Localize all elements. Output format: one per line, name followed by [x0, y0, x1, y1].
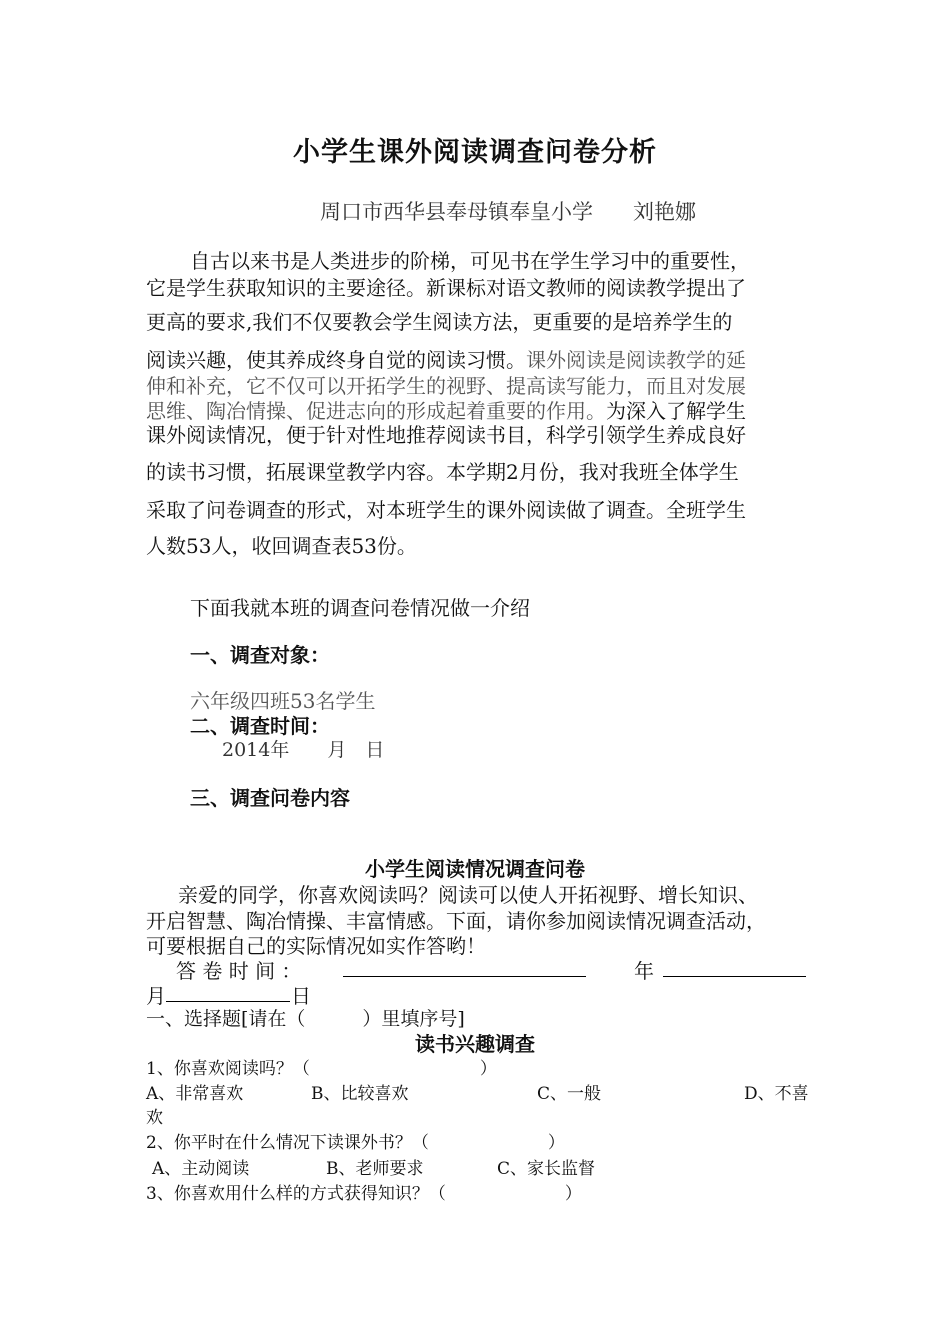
q1-option-c[interactable]: C、一般 [537, 1084, 602, 1104]
section-subtitle: 读书兴趣调查 [415, 1032, 535, 1056]
intro-line-6b: 为深入了解学生 [606, 399, 746, 423]
answer-time-blank[interactable] [343, 954, 586, 977]
intro-line-9: 采取了问卷调查的形式，对本班学生的课外阅读做了调查。全班学生 [146, 498, 746, 522]
greeting-line-2: 开启智慧、陶冶情操、丰富情感。下面，请你参加阅读情况调查活动， [146, 909, 766, 933]
intro-line-2: 它是学生获取知识的主要途径。新课标对语文教师的阅读教学提出了 [146, 276, 746, 300]
intro-line-4b: 课外阅读是阅读教学的延 [526, 348, 746, 372]
intro-line-1: 自古以来书是人类进步的阶梯，可见书在学生学习中的重要性， [190, 249, 750, 273]
q2-option-c[interactable]: C、家长监督 [497, 1159, 596, 1179]
q1-option-a[interactable]: A、非常喜欢 [146, 1084, 244, 1104]
answer-time-label: 答 卷 时 间 ： [176, 959, 302, 983]
q1-option-d[interactable]: D、不喜 [744, 1084, 809, 1104]
day-label: 日 [291, 984, 311, 1008]
author-org: 周口市西华县奉母镇奉皇小学 [320, 200, 593, 224]
question-2: 2、你平时在什么情况下读课外书？（ ） [146, 1133, 565, 1153]
section-1-heading: 一、调查对象： [190, 643, 330, 667]
questionnaire-title: 小学生阅读情况调查问卷 [365, 857, 585, 881]
section-2-heading: 二、调查时间： [190, 714, 330, 738]
intro-line-4 [146, 344, 746, 373]
author-name: 刘艳娜 [633, 200, 696, 224]
intro-line-3: 更高的要求,我们不仅要教会学生阅读方法，更重要的是培养学生的 [146, 310, 733, 334]
section-2-value: 2014年 月 日 [222, 739, 385, 761]
intro-line-8: 的读书习惯，拓展课堂教学内容。本学期2月份，我对我班全体学生 [146, 460, 739, 484]
page-title: 小学生课外阅读调查问卷分析 [293, 137, 657, 168]
q1-option-b[interactable]: B、比较喜欢 [311, 1084, 409, 1104]
year-label: 年 [634, 959, 654, 983]
intro-line-7: 课外阅读情况，便于针对性地推荐阅读书目，科学引领学生养成良好 [146, 423, 746, 447]
question-3: 3、你喜欢用什么样的方式获得知识？（ ） [146, 1184, 582, 1204]
greeting-line-3: 可要根据自己的实际情况如实作答哟！ [146, 934, 486, 958]
author-line [320, 196, 696, 226]
intro-line-4a: 阅读兴趣，使其养成终身自觉的阅读习惯。 [146, 348, 526, 372]
month-blank[interactable] [166, 979, 290, 1002]
intro-summary-line: 下面我就本班的调查问卷情况做一介绍 [190, 596, 530, 620]
section-a-heading: 一、选择题[请在（ ）里填序号] [146, 1008, 465, 1030]
q1-option-d-wrap: 欢 [146, 1108, 163, 1128]
section-3-heading: 三、调查问卷内容 [190, 786, 350, 810]
year-blank[interactable] [663, 954, 806, 977]
section-1-value: 六年级四班53名学生 [190, 689, 376, 713]
intro-line-5: 伸和补充，它不仅可以开拓学生的视野、提高读写能力，而且对发展 [146, 374, 746, 398]
intro-line-10: 人数53人，收回调查表53份。 [146, 534, 417, 558]
q2-option-b[interactable]: B、老师要求 [326, 1159, 424, 1179]
q2-option-a[interactable]: A、主动阅读 [152, 1159, 250, 1179]
greeting-line-1: 亲爱的同学，你喜欢阅读吗？阅读可以使人开拓视野、增长知识、 [178, 883, 758, 907]
month-label: 月 [146, 984, 166, 1008]
question-1: 1、你喜欢阅读吗？（ ） [146, 1059, 497, 1079]
intro-line-6a: 思维、陶冶情操、促进志向的形成起着重要的作用。 [146, 399, 606, 423]
